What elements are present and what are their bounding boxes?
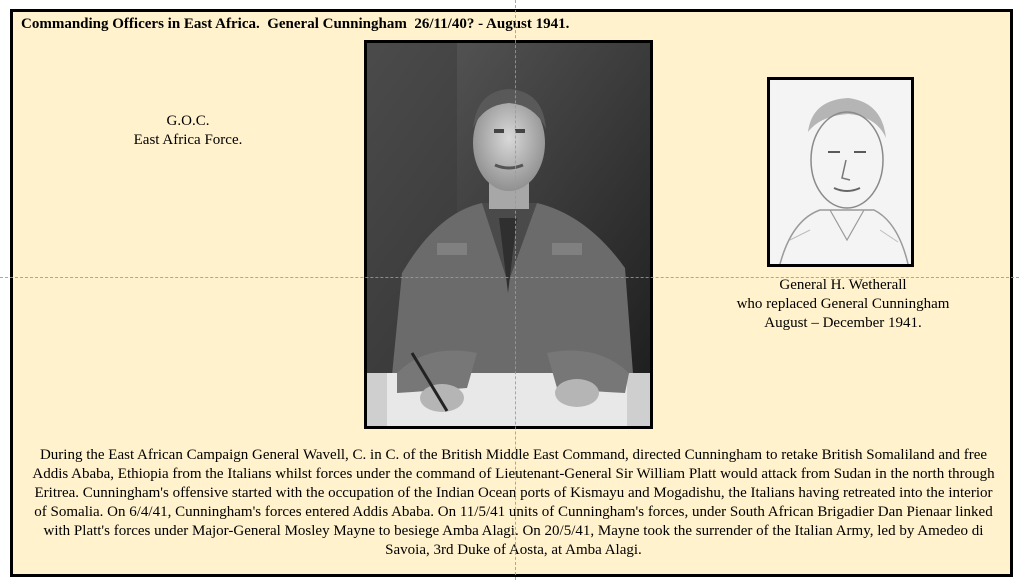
right-caption-line-2: who replaced General Cunningham [736, 296, 950, 312]
portrait-photo-image [367, 43, 650, 426]
right-caption-line-1: General H. Wetherall [779, 277, 907, 293]
sketch-portrait [767, 77, 914, 267]
left-caption-line-1: G.O.C. [166, 113, 210, 129]
right-caption [693, 276, 993, 333]
body-paragraph: During the East African Campaign General Wavell, C. in C. of the British Middle East Command, directed Cunningham to retake British Somaliland and free Addis Ababa, Ethiopia from the Italians whilst forces under the command of Lieutenant-General Sir William Platt would attack from Sudan in the north through Eritrea. Cunningham's offensive started with the occupation of the Indian Ocean ports of Kismayu and Mogadishu, the Italians having retreated into the interior of Somalia. On 6/4/41, Cunningham's forces entered Addis Ababa. On 11/5/41 units of Cunningham's forces, under South African Brigadier Dan Pienaar linked with Platt's forces under Major-General Mosley Mayne to besiege Amba Alagi. On 20/5/41, Mayne took the surrender of the Italian Army, led by Amedeo di Savoia, 3rd Duke of Aosta, at Amba Alagi. [32, 447, 995, 558]
portrait-photo [364, 40, 653, 429]
document-panel [10, 9, 1013, 577]
page-title: Commanding Officers in East Africa. General Cunningham 26/11/40? - August 1941. [21, 16, 570, 32]
right-caption-line-3: August – December 1941. [764, 315, 922, 331]
left-caption-line-2: East Africa Force. [133, 132, 243, 148]
sketch-portrait-image [770, 80, 911, 264]
left-caption [83, 112, 293, 150]
